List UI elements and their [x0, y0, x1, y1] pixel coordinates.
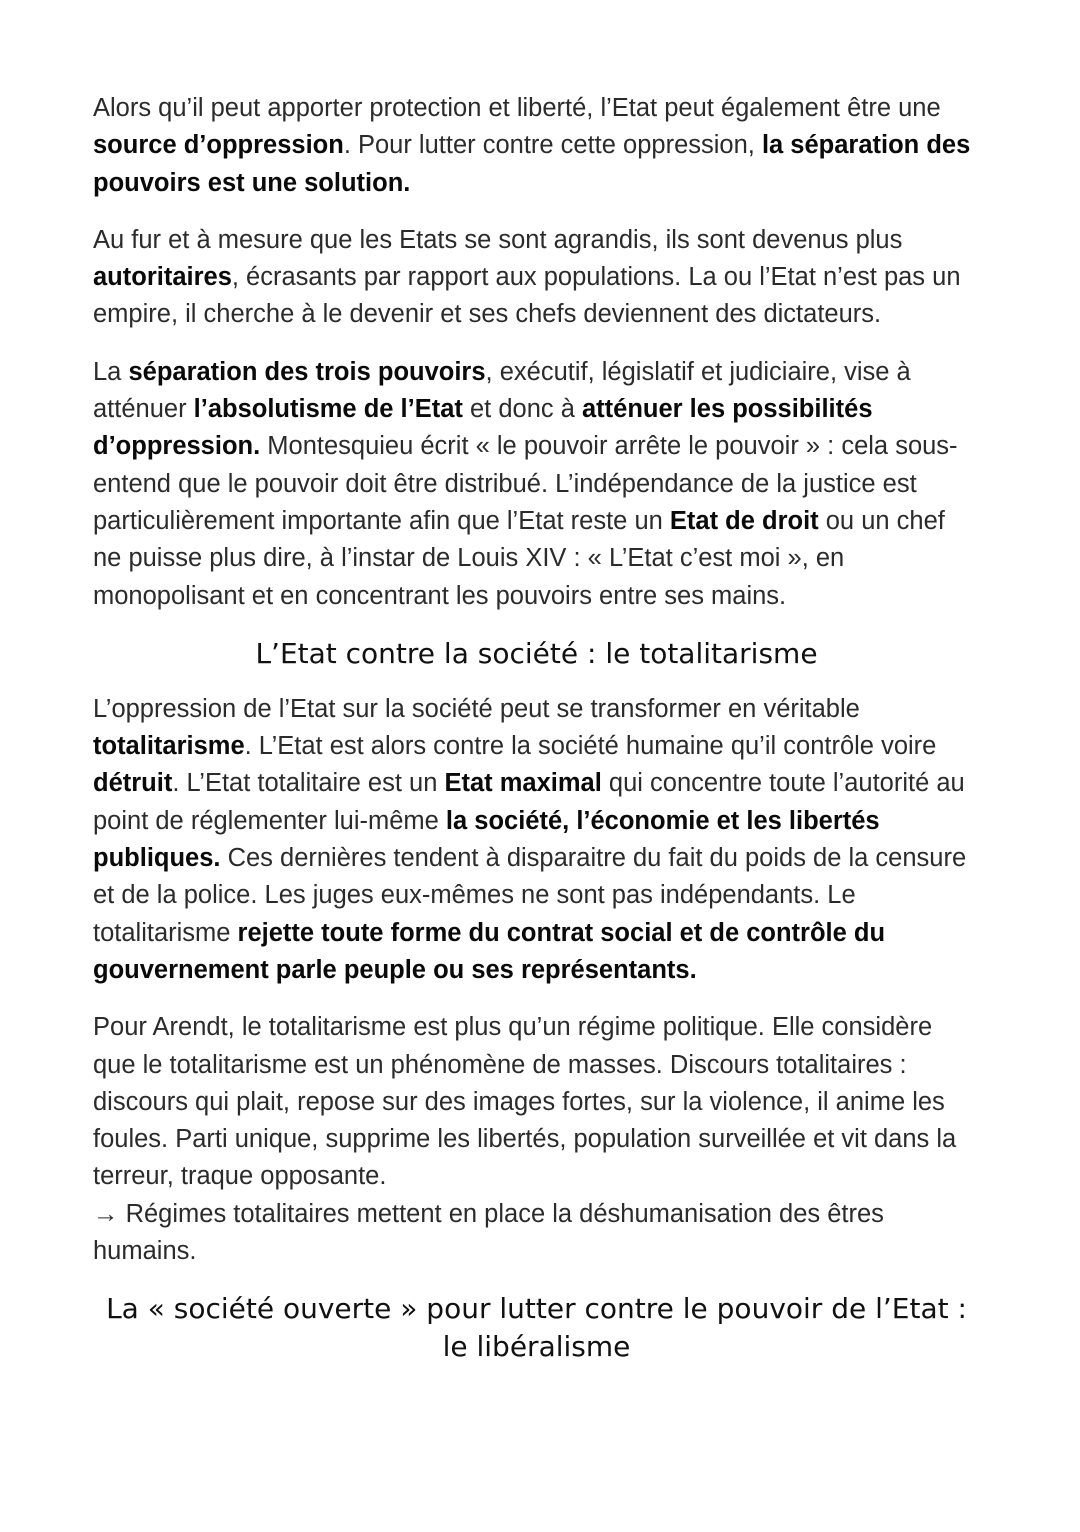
bold-term: autoritaires	[93, 263, 232, 292]
arrow-right-icon: →	[93, 1199, 119, 1228]
text-segment: . L’Etat est alors contre la société humaine qu’il contrôle voire	[244, 732, 937, 761]
text-segment: , exécutif, législatif et judiciaire, vise à atténuer	[93, 357, 911, 424]
bold-term: l’absolutisme de l’Etat	[193, 395, 463, 424]
bold-term: rejette toute forme du contrat social et de contrôle du gouvernement parle peuple ou ses représentants.	[93, 918, 886, 984]
text-segment: Pour Arendt, le totalitarisme est plus qu’un régime politique. Elle considère que le totalitarisme est un phénomène de masses. Discours totalitaires : discours qui plait, repose sur des images fortes, sur la violence, il anime les foules. Parti unique, supprime les libertés, population surveillée et vit dans la terreur, traque opposante.	[93, 1013, 957, 1191]
bold-term: Etat maximal	[444, 769, 602, 798]
paragraph-totalitarianism	[93, 691, 980, 989]
bold-term: Etat de droit	[669, 506, 819, 535]
bold-term: la société, l’économie et les libertés publiques.	[93, 806, 880, 873]
heading-line: La « société ouverte » pour lutter contre le pouvoir de l’Etat :	[106, 1292, 967, 1326]
text-segment: . Pour lutter contre cette oppression,	[343, 131, 762, 160]
text-segment: Montesquieu écrit « le pouvoir arrête le pouvoir » : cela sous-entend que le pouvoir doit être distribué. L’indépendance de la justice est particulièrement importante afin que l’Etat reste un	[93, 432, 958, 535]
bold-term: détruit	[93, 769, 173, 798]
text-segment: qui concentre toute l’autorité au point de réglementer lui-même	[93, 769, 965, 835]
text-segment: Au fur et à mesure que les Etats se sont agrandis, ils sont devenus plus	[93, 225, 903, 254]
text-segment: ou un chef ne puisse plus dire, à l’instar de Louis XIV : « L’Etat c’est moi », en monopolisant et en concentrant les pouvoirs entre ses mains.	[93, 506, 945, 610]
text-segment: La	[93, 357, 129, 386]
section-heading-liberalism	[93, 1290, 980, 1366]
text-segment: , écrasants par rapport aux populations. La ou l’Etat n’est pas un empire, il cherche à le devenir et ses chefs deviennent des dictateurs.	[93, 263, 961, 329]
text-segment: L’oppression de l’Etat sur la société peut se transformer en véritable	[93, 694, 860, 723]
text-segment: Régimes totalitaires mettent en place la déshumanisation des êtres humains.	[93, 1199, 884, 1266]
section-heading-totalitarianism: L’Etat contre la société : le totalitarisme	[255, 636, 818, 670]
text-segment: et donc à	[462, 395, 582, 424]
paragraph-arendt	[93, 1009, 980, 1270]
text-segment: . L’Etat totalitaire est un	[172, 769, 445, 798]
heading-line: le libéralisme	[442, 1330, 631, 1364]
bold-term: séparation des trois pouvoirs	[128, 357, 486, 386]
text-segment: Ces dernières tendent à disparaitre du fait du poids de la censure et de la police. Les juges eux-mêmes ne sont pas indépendants. Le totalitarisme	[93, 844, 967, 947]
paragraph-separation-of-powers	[93, 354, 980, 615]
bold-term: la séparation des pouvoirs est une solution.	[93, 131, 971, 197]
bold-term: source d’oppression	[93, 131, 344, 160]
text-segment: Alors qu’il peut apporter protection et liberté, l’Etat peut également être une	[93, 94, 941, 122]
bold-term: totalitarisme	[93, 732, 245, 761]
bold-term: atténuer les possibilités d’oppression.	[93, 395, 873, 461]
paragraph-authoritarian-states	[93, 222, 980, 334]
paragraph-state-oppression	[93, 90, 980, 202]
